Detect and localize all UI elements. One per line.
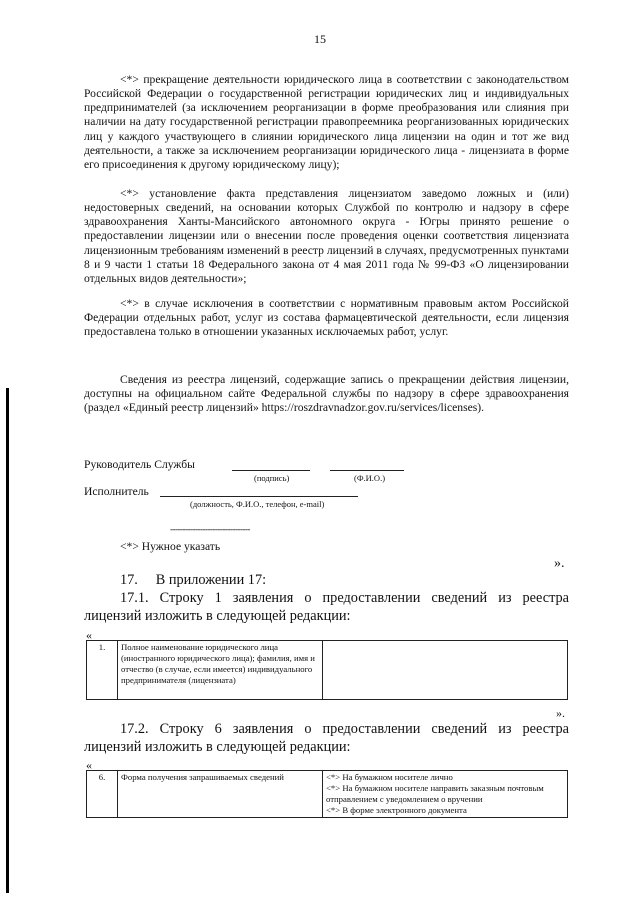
paragraph-registry-info	[84, 373, 569, 415]
row-number: 6.	[87, 771, 118, 818]
paragraph-termination	[84, 73, 569, 172]
fio-line	[330, 470, 404, 471]
form-table-row-1	[86, 640, 568, 700]
executor-label: Исполнитель	[84, 485, 149, 498]
section-heading-text: 17. В приложении 17:	[120, 572, 267, 588]
fio-caption: (Ф.И.О.)	[354, 473, 386, 483]
section-item-17-1	[84, 589, 569, 625]
row-number: 1.	[87, 641, 118, 700]
section-item-text: 17.2. Строку 6 заявления о предоставлении сведений из реестра лицензий изложить в следующей редакции:	[84, 721, 569, 755]
executor-line	[160, 496, 358, 497]
row-field-value	[323, 641, 568, 700]
footnote-text: <*> Нужное указать	[120, 540, 221, 553]
option-item: <*> На бумажном носителе лично	[326, 772, 453, 782]
table-row	[87, 771, 568, 818]
page-number: 15	[314, 32, 326, 46]
margin-bar	[6, 388, 9, 893]
opening-quote: «	[86, 628, 92, 642]
signature-line	[232, 470, 310, 471]
paragraph-text: Сведения из реестра лицензий, содержащие запись о прекращении действия лицензии, доступны на официальном сайте Федеральной службы по надзору в сфере здравоохранения (раздел «Единый реестр лицензий» https://roszdravnadzor.gov.ru/services/licenses).	[84, 373, 569, 415]
paragraph-exclusion	[84, 297, 569, 339]
paragraph-text: <*> в случае исключения в соответствии с нормативным правовым актом Российской Федерации отдельных работ, услуг из состава фармацевтической деятельности, если лицензия предоставлена только в отношении указанных исключаемых работ, услуг.	[84, 297, 569, 339]
closing-quote: ».	[556, 706, 565, 720]
paragraph-text: <*> установление факта представления лицензиатом заведомо ложных и (или) недостоверных сведений, на основании которых Службой по контролю и надзору в сфере здравоохранения Ханты-Мансийского автономного округа - Югры принято решение о предоставлении лицензии или о внесении после проведения оценки соответствия лицензиата лицензионным требованиям изменений в реестр лицензий в случаях, предусмотренных пунктами 8 и 9 части 1 статьи 18 Федерального закона от 4 мая 2011 года № 99-ФЗ «О лицензировании отдельных видов деятельности»;	[84, 187, 569, 285]
head-label: Руководитель Службы	[84, 458, 195, 471]
row-field-name: Форма получения запрашиваемых сведений	[118, 771, 323, 818]
option-item: <*> На бумажном носителе направить заказным почтовым отправлением с уведомлением о вручении	[326, 783, 544, 804]
row-field-name: Полное наименование юридического лица (иностранного юридического лица); фамилия, имя и отчество (в случае, если имеется) индивидуального предпринимателя (лицензиата)	[118, 641, 323, 700]
row-options	[323, 771, 568, 818]
paragraph-false-info	[84, 187, 569, 286]
executor-caption: (должность, Ф.И.О., телефон, e-mail)	[190, 499, 325, 509]
opening-quote: «	[86, 758, 92, 772]
footnote-divider: --------------------------------	[170, 524, 250, 534]
signature-caption: (подпись)	[254, 473, 290, 483]
option-item: <*> В форме электронного документа	[326, 805, 467, 815]
section-heading	[84, 571, 569, 589]
form-table-row-6	[86, 770, 568, 818]
section-item-text: 17.1. Строку 1 заявления о предоставлении сведений из реестра лицензий изложить в следующей редакции:	[84, 590, 569, 624]
paragraph-text: <*> прекращение деятельности юридического лица в соответствии с законодательством Российской Федерации о государственной регистрации юридических лиц и индивидуальных предпринимателей (за исключением реорганизации в форме преобразования или слияния при наличии на дату государственной регистрации правопреемника реорганизованных юридических лиц у каждого участвующего в слиянии юридического лица лицензии на один и тот же вид деятельности, а также за исключением реорганизации юридического лица - лицензиата в форме его присоединения к другому юридическому лицу);	[84, 73, 569, 171]
section-item-17-2	[84, 720, 569, 756]
table-row	[87, 641, 568, 700]
closing-quote: ».	[554, 556, 565, 571]
